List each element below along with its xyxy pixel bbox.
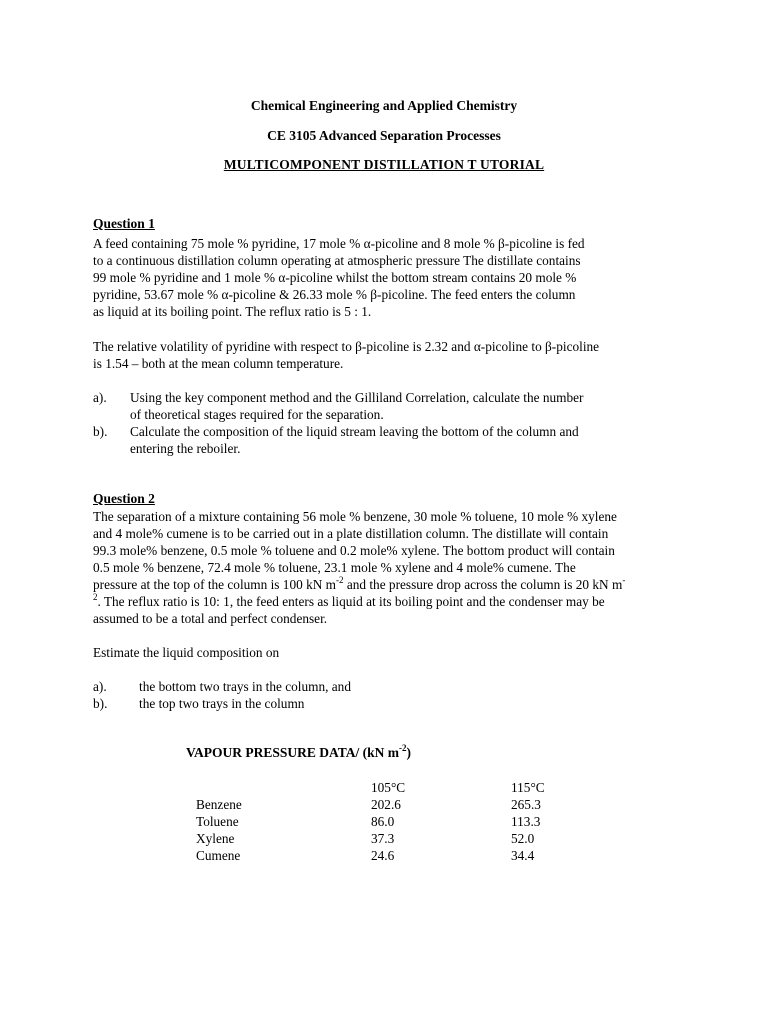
q1-item-b-text: entering the reboiler. [130,441,241,456]
table-title-exponent: -2 [399,742,407,753]
q2-reflux-line [93,593,605,610]
table-title-text: ) [406,745,412,760]
q1-text-line: 99 mole % pyridine and 1 mole % α-picoline whilst the bottom stream contains 20 mole % [93,270,577,285]
table-row-name: Cumene [196,848,241,863]
q2-text-line: The separation of a mixture containing 56 mole % benzene, 30 mole % toluene, 10 mole % xylene [93,509,617,524]
q2-text-line: and 4 mole% cumene is to be carried out in a plate distillation column. The distillate will contain [93,526,609,541]
q2-item-b-text: the top two trays in the column [139,696,305,711]
question-1-heading: Question 1 [93,216,155,231]
q1-volatility-line: is 1.54 – both at the mean column temperature. [93,356,344,371]
q2-estimate-line: Estimate the liquid composition on [93,645,280,660]
q2-pressure-exponent: -2 [336,574,344,585]
q2-pressure-text: pressure at the top of the column is 100 kN m [93,577,336,592]
table-cell: 86.0 [371,814,395,829]
q2-text-line: assumed to be a total and perfect condenser. [93,611,328,626]
table-cell: 52.0 [511,831,535,846]
q1-text-line: pyridine, 53.67 mole % α-picoline & 26.33 mole % β-picoline. The feed enters the column [93,287,576,302]
q2-text-line: 0.5 mole % benzene, 72.4 mole % toluene, 23.1 mole % xylene and 4 mole% cumene. The [93,560,576,575]
table-row-name: Benzene [196,797,242,812]
q2-pressure-text: and the pressure drop across the column is 20 kN m [343,577,623,592]
table-cell: 265.3 [511,797,541,812]
table-row-name: Xylene [196,831,235,846]
q2-pressure-exponent: 2 [93,591,98,602]
table-cell: 113.3 [511,814,541,829]
q1-item-b-label: b). [93,424,108,439]
q2-pressure-exponent: - [622,574,626,585]
q2-item-a-text: the bottom two trays in the column, and [139,679,351,694]
department-heading: Chemical Engineering and Applied Chemistry [250,98,518,113]
q1-item-a-label: a). [93,390,107,405]
q1-text-line: as liquid at its boiling point. The reflux ratio is 5 : 1. [93,304,372,319]
table-column-header: 105°C [371,780,406,795]
table-cell: 202.6 [371,797,401,812]
q2-reflux-text: . The reflux ratio is 10: 1, the feed enters as liquid at its boiling point and the condenser may be [97,594,605,609]
course-heading: CE 3105 Advanced Separation Processes [267,128,501,143]
tutorial-title: MULTICOMPONENT DISTILLATION T UTORIAL [223,157,545,172]
q2-text-line: 99.3 mole% benzene, 0.5 mole % toluene and 0.2 mole% xylene. The bottom product will contain [93,543,615,558]
q2-item-a-label: a). [93,679,107,694]
table-cell: 34.4 [511,848,535,863]
table-column-header: 115°C [511,780,545,795]
q1-item-a-text: Using the key component method and the Gilliland Correlation, calculate the number [130,390,584,405]
vapour-pressure-table-title [186,742,412,761]
q1-text-line: A feed containing 75 mole % pyridine, 17 mole % α-picoline and 8 mole % β-picoline is fed [93,236,585,251]
q1-item-a-text: of theoretical stages required for the separation. [130,407,384,422]
q1-text-line: to a continuous distillation column operating at atmospheric pressure The distillate contains [93,253,581,268]
question-2-heading: Question 2 [93,491,155,506]
table-row-name: Toluene [196,814,239,829]
q2-pressure-line [93,576,625,593]
q2-item-b-label: b). [93,696,108,711]
table-title-text: VAPOUR PRESSURE DATA/ (kN m [186,745,400,760]
table-cell: 24.6 [371,848,395,863]
q1-item-b-text: Calculate the composition of the liquid stream leaving the bottom of the column and [130,424,579,439]
q1-volatility-line: The relative volatility of pyridine with respect to β-picoline is 2.32 and α-picoline to β-picoline [93,339,600,354]
table-cell: 37.3 [371,831,395,846]
